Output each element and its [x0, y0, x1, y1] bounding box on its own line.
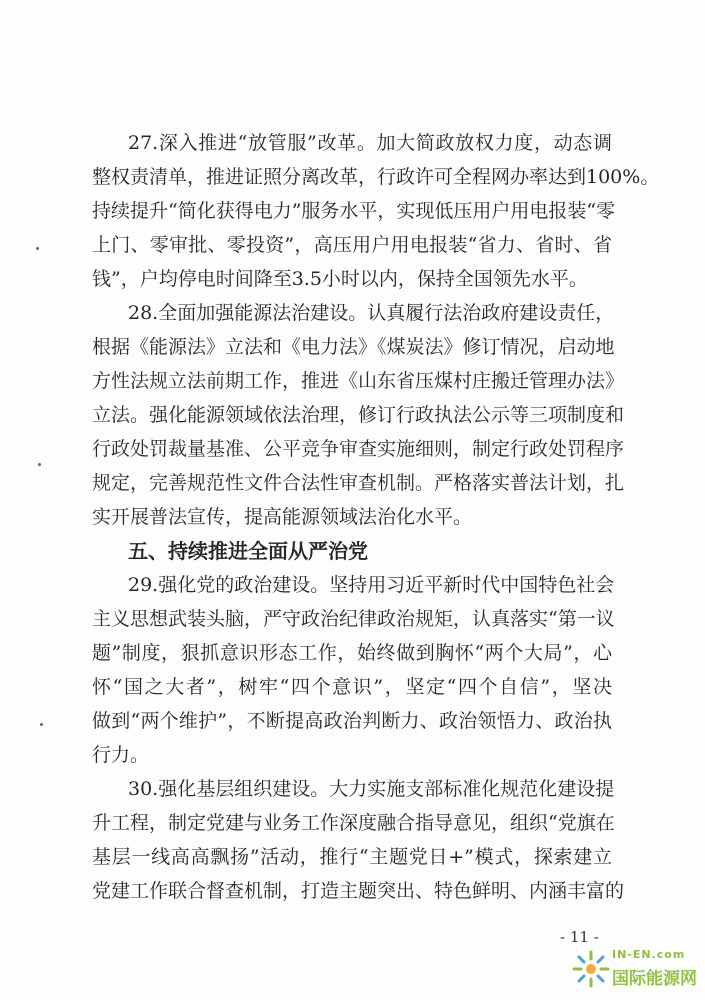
text-line: 28.全面加强能源法治建设。认真履行法治政府建设责任，	[128, 302, 615, 324]
text-line: 行力。	[92, 744, 150, 766]
text-line: 27.深入推进“放管服”改革。加大简政放权力度，动态调	[128, 132, 612, 154]
watermark	[568, 944, 700, 994]
margin-speck	[38, 463, 41, 466]
in-en-logo-icon	[568, 946, 614, 992]
text-line: 行政处罚裁量基准、公平竞争审查实施细则，制定行政处罚程序	[92, 438, 625, 460]
text-line: 方性法规立法前期工作，推进《山东省压煤村庄搬迁管理办法》	[92, 370, 625, 392]
text-line: 基层一线高高飘扬”活动，推行“主题党日+”模式，探索建立	[92, 846, 612, 868]
margin-speck	[40, 723, 43, 726]
text-line: 30.强化基层组织建设。大力实施支部标准化规范化建设提	[128, 778, 615, 800]
text-line: 怀“国之大者”，树牢“四个意识”，坚定“四个自信”，坚决	[92, 676, 612, 698]
text-line: 升工程，制定党建与业务工作深度融合指导意见，组织“党旗在	[92, 812, 615, 834]
text-line: 整权责清单，推进证照分离改革，行政许可全程网办率达到100%。	[92, 166, 660, 188]
margin-speck	[36, 247, 39, 250]
page-number: - 11 -	[560, 928, 599, 946]
text-line: 主义思想武装头脑，严守政治纪律政治规矩，认真落实“第一议	[92, 608, 615, 630]
text-line: 上门、零审批、零投资”，高压用户用电报装“省力、省时、省	[92, 234, 612, 256]
text-line: 29.强化党的政治建设。坚持用习近平新时代中国特色社会	[128, 574, 615, 596]
section-heading: 五、持续推进全面从严治党	[128, 539, 368, 563]
text-line: 根据《能源法》立法和《电力法》《煤炭法》修订情况，启动地	[92, 336, 615, 358]
text-line: 实开展普法宣传，提高能源领域法治化水平。	[92, 506, 473, 528]
text-line: 做到“两个维护”，不断提高政治判断力、政治领悟力、政治执	[92, 710, 612, 732]
text-line: 钱”，户均停电时间降至3.5小时以内，保持全国领先水平。	[92, 268, 588, 290]
text-line: 持续提升“简化获得电力”服务水平，实现低压用户用电报装“零	[92, 200, 616, 222]
text-line: 党建工作联合督查机制，打造主题突出、特色鲜明、内涵丰富的	[92, 880, 625, 902]
text-line: 立法。强化能源领域依法治理，修订行政执法公示等三项制度和	[92, 404, 625, 426]
text-line: 题”制度，狠抓意识形态工作，始终做到胸怀“两个大局”，心	[92, 642, 612, 664]
watermark-site-name: 国际能源网	[612, 969, 697, 989]
text-line: 规定，完善规范性文件合法性审查机制。严格落实普法计划，扎	[92, 472, 625, 494]
watermark-domain: IN-EN.com	[612, 948, 686, 961]
